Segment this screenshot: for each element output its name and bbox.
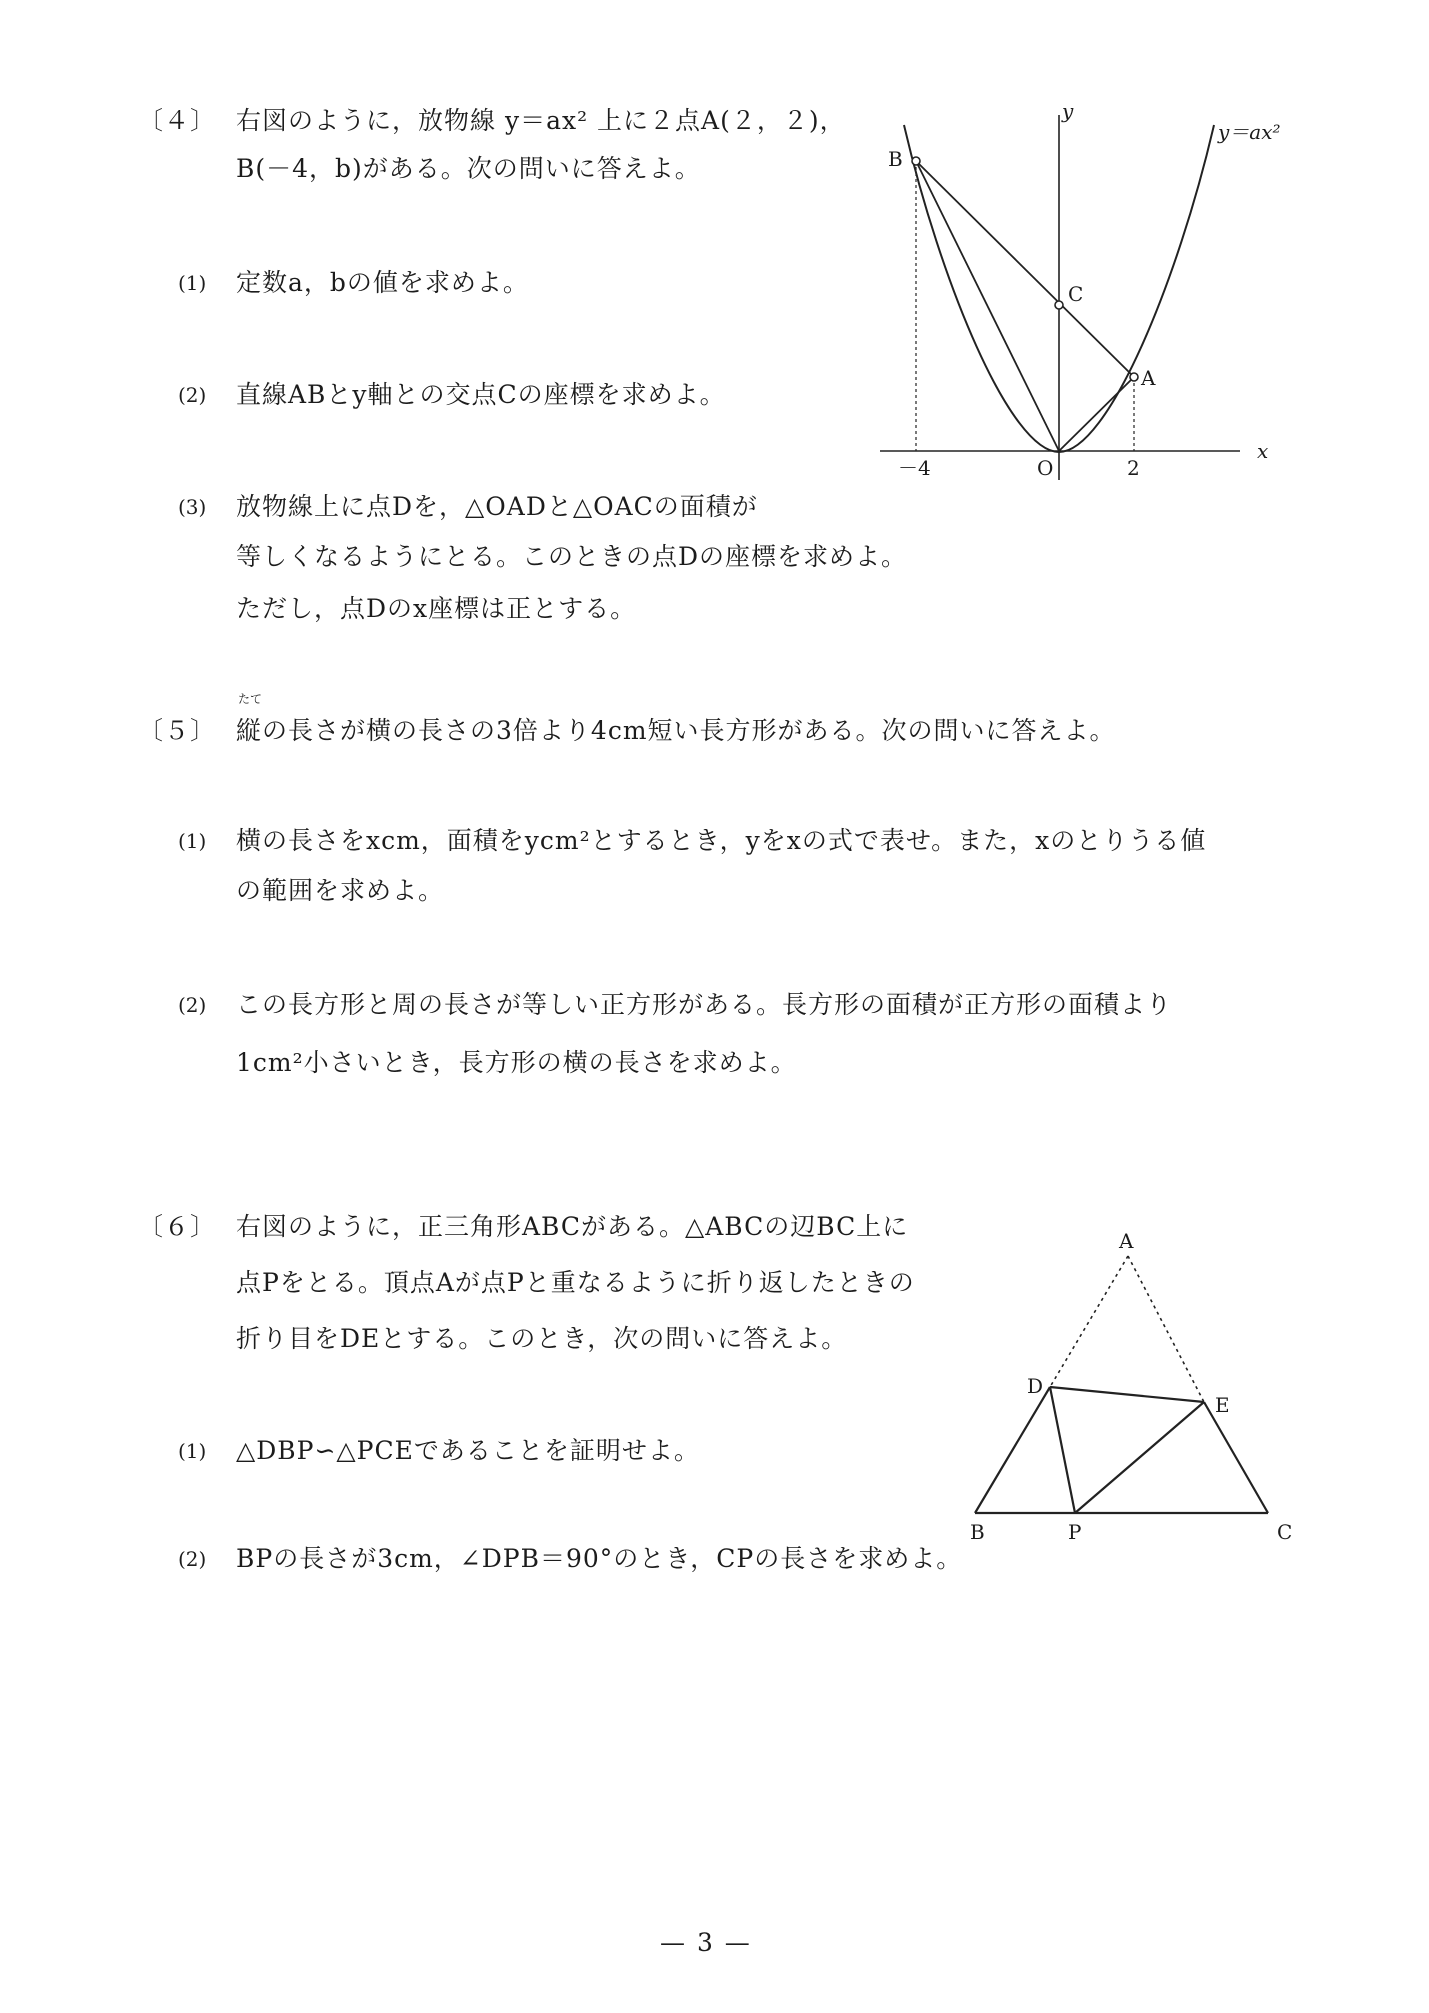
page-number: — 3 — [660, 1928, 752, 1957]
label-e: E [1215, 1393, 1230, 1417]
side-ec [1204, 1402, 1268, 1513]
segment-dp [1050, 1387, 1075, 1513]
label-o: O [1037, 456, 1054, 480]
label-d: D [1027, 1374, 1044, 1398]
q6-s1-text: △DBP∽△PCEであることを証明せよ。 [236, 1436, 700, 1465]
q5-ruby: たて [238, 692, 263, 706]
q5-s2-line1: この長方形と周の長さが等しい正方形がある。長方形の面積が正方形の面積より [236, 990, 1173, 1019]
segment-pe [1075, 1402, 1204, 1513]
q4-s1-number: (1) [178, 271, 207, 295]
label-c: C [1277, 1520, 1293, 1544]
q6-number: 〔６〕 [138, 1212, 217, 1241]
q4-s2-number: (2) [178, 383, 207, 407]
q4-s3-line1: 放物線上に点Dを，△OADと△OACの面積が [236, 492, 758, 521]
fold-de [1050, 1387, 1204, 1402]
label-b: B [888, 147, 903, 171]
curve-label: y＝ax² [1218, 120, 1281, 144]
x-axis-label: x [1257, 439, 1269, 463]
q6-line2: 点Pをとる。頂点Aが点Pと重なるように折り返したときの [236, 1268, 915, 1297]
q4-s3-line2: 等しくなるようにとる。このときの点Dの座標を求めよ。 [236, 542, 908, 571]
label-c: C [1068, 282, 1084, 306]
q5-s1-number: (1) [178, 829, 207, 853]
dotted-ae [1128, 1256, 1204, 1402]
tick-neg4: －4 [898, 456, 931, 480]
q6-s1-number: (1) [178, 1439, 207, 1463]
side-db [975, 1387, 1050, 1513]
q4-line1: 右図のように，放物線 y＝ax² 上に２点A(２，２)， [236, 106, 846, 135]
label-a: A [1141, 366, 1156, 390]
q4-line2: B(－4，b)がある。次の問いに答えよ。 [236, 154, 701, 183]
label-a: A [1119, 1229, 1134, 1253]
q6-line1: 右図のように，正三角形ABCがある。△ABCの辺BC上に [236, 1212, 909, 1241]
q5-s1-line1: 横の長さをxcm，面積をycm²とするとき，yをxの式で表せ。また，xのとりうる値 [236, 826, 1207, 855]
q6-line3: 折り目をDEとする。このとき，次の問いに答えよ。 [236, 1324, 848, 1353]
dotted-ad [1050, 1256, 1128, 1387]
q4-s3-number: (3) [178, 495, 207, 519]
q4-number: 〔４〕 [138, 106, 217, 135]
q5-line1: 縦の長さが横の長さの3倍より4cm短い長方形がある。次の問いに答えよ。 [236, 716, 1116, 745]
q5-s1-line2: の範囲を求めよ。 [236, 876, 445, 905]
y-axis-label: y [1062, 99, 1074, 123]
label-b: B [970, 1520, 985, 1544]
q6-s2-number: (2) [178, 1547, 207, 1571]
q5-s2-line2: 1cm²小さいとき，長方形の横の長さを求めよ。 [236, 1048, 797, 1077]
q5-s2-number: (2) [178, 993, 207, 1017]
q4-s1-text: 定数a，bの値を求めよ。 [236, 268, 529, 297]
label-p: P [1068, 1520, 1082, 1544]
q5-number: 〔５〕 [138, 716, 217, 745]
tick-2: 2 [1127, 456, 1140, 480]
q4-s3-line3: ただし，点Dのx座標は正とする。 [236, 594, 637, 623]
q6-s2-text: BPの長さが3cm，∠DPB＝90°のとき，CPの長さを求めよ。 [236, 1544, 963, 1573]
q4-s2-text: 直線ABとy軸との交点Cの座標を求めよ。 [236, 380, 726, 409]
